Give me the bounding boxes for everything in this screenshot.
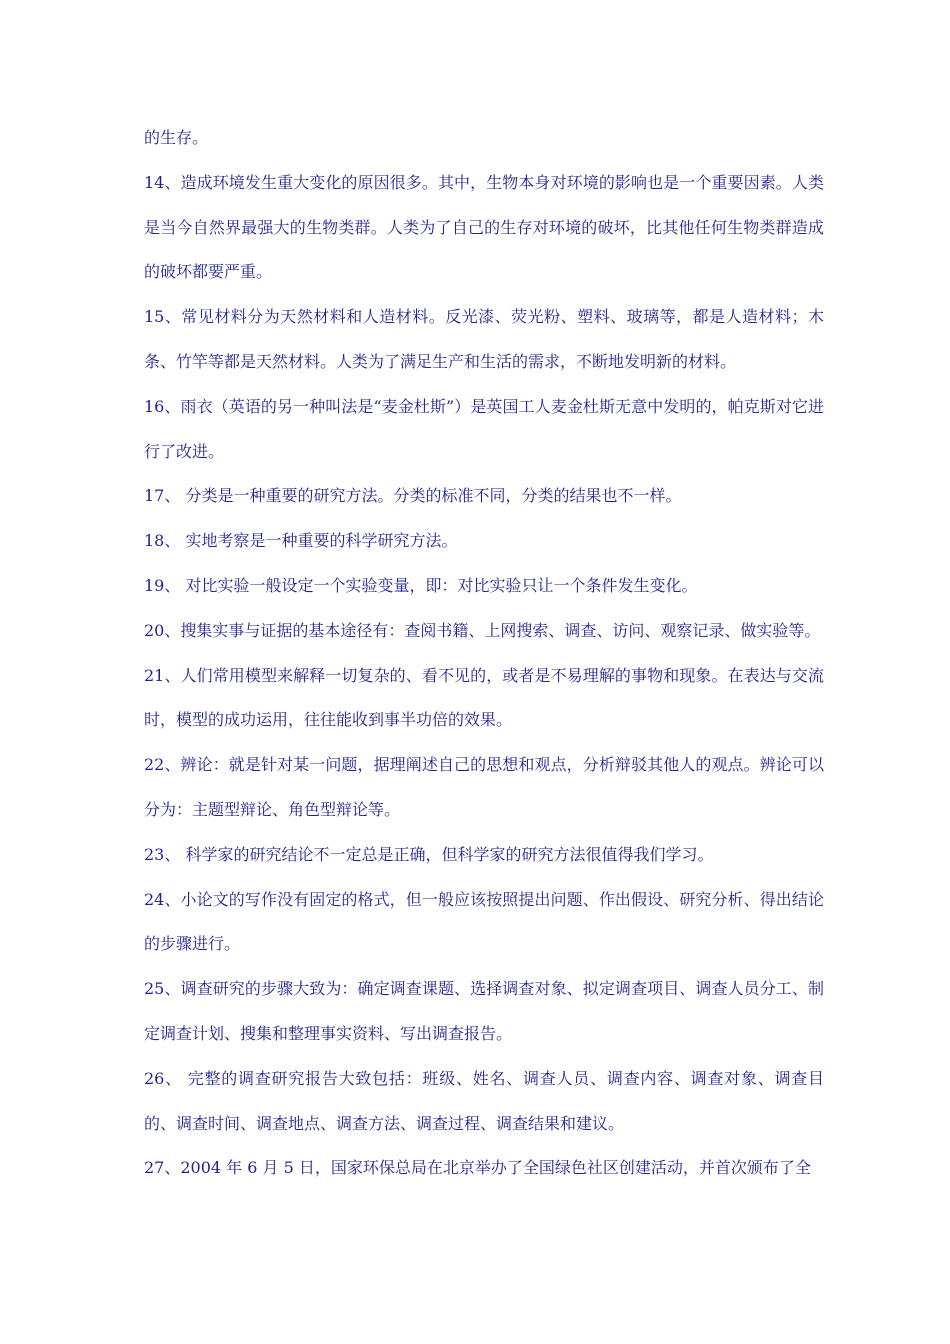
paragraph-item-24: 24、小论文的写作没有固定的格式，但一般应该按照提出问题、作出假设、研究分析、得出结论的步骤进行。 [144, 889, 824, 954]
document-body [144, 116, 824, 1191]
paragraph-item-23: 23、 科学家的研究结论不一定总是正确，但科学家的研究方法很值得我们学习。 [144, 844, 714, 864]
paragraph-item-14: 14、造成环境发生重大变化的原因很多。其中，生物本身对环境的影响也是一个重要因素。人类是当今自然界最强大的生物类群。人类为了自己的生存对环境的破坏，比其他任何生物类群造成的破坏都要严重。 [144, 172, 824, 282]
paragraph-item-15: 15、常见材料分为天然材料和人造材料。反光漆、荧光粉、塑料、玻璃等，都是人造材料；木条、竹竿等都是天然材料。人类为了满足生产和生活的需求，不断地发明新的材料。 [144, 307, 824, 371]
paragraph-item-22: 22、辨论：就是针对某一问题，据理阐述自己的思想和观点，分析辩驳其他人的观点。辨论可以分为：主题型辩论、角色型辩论等。 [144, 755, 824, 819]
paragraph-continuation: 的生存。 [144, 128, 209, 147]
paragraph-item-18: 18、 实地考察是一种重要的科学研究方法。 [144, 531, 458, 551]
paragraph-item-21: 21、人们常用模型来解释一切复杂的、看不见的，或者是不易理解的事物和现象。在表达与交流时，模型的成功运用，往往能收到事半功倍的效果。 [144, 665, 824, 730]
paragraph-item-27: 27、2004 年 6 月 5 日，国家环保总局在北京举办了全国绿色社区创建活动，并首次颁布了全 [144, 1158, 811, 1178]
paragraph-item-26: 26、 完整的调查研究报告大致包括：班级、姓名、调查人员、调查内容、调查对象、调查目的、调查时间、调查地点、调查方法、调查过程、调查结果和建议。 [144, 1068, 824, 1133]
paragraph-item-16: 16、雨衣（英语的另一种叫法是“麦金杜斯”）是英国工人麦金杜斯无意中发明的，帕克斯对它进行了改进。 [144, 396, 824, 461]
paragraph-item-20: 20、搜集实事与证据的基本途径有：查阅书籍、上网搜索、调查、访问、观察记录、做实验等。 [144, 620, 821, 640]
paragraph-item-19: 19、 对比实验一般设定一个实验变量，即：对比实验只让一个条件发生变化。 [144, 575, 698, 595]
paragraph-item-17: 17、 分类是一种重要的研究方法。分类的标准不同，分类的结果也不一样。 [144, 486, 682, 506]
paragraph-item-25: 25、调查研究的步骤大致为：确定调查课题、选择调查对象、拟定调查项目、调查人员分工、制定调查计划、搜集和整理事实资料、写出调查报告。 [144, 979, 824, 1043]
